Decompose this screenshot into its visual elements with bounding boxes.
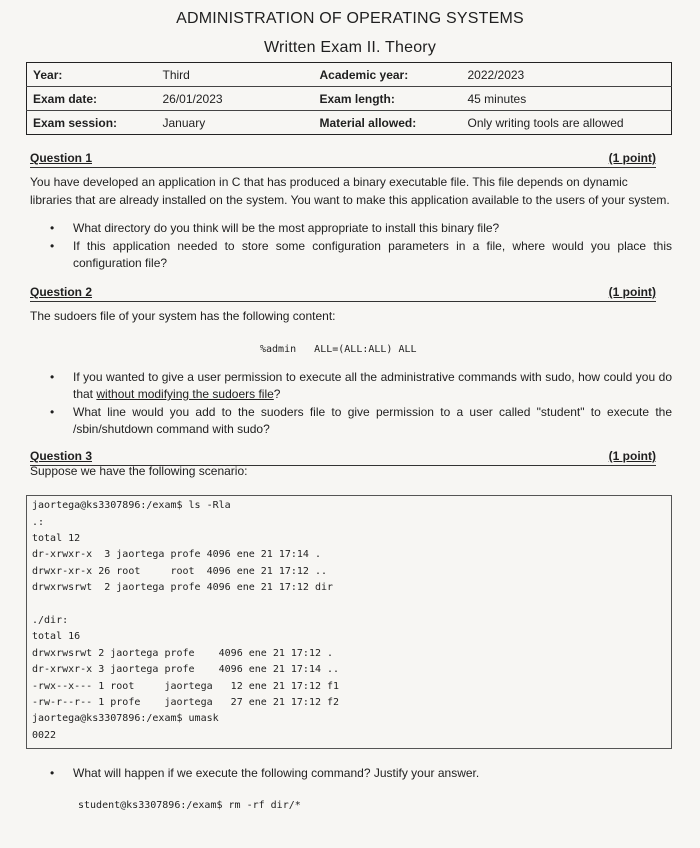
exam-date-value: 26/01/2023 <box>157 87 314 111</box>
exam-session-value: January <box>162 115 206 130</box>
academic-year-label: Academic year: <box>314 63 462 87</box>
question-3-bullets <box>50 765 672 783</box>
rm-command: student@ks3307896:/exam$ rm -rf dir/* <box>78 800 301 811</box>
terminal-line: drwxrwsrwt 2 jaortega profe 4096 ene 21 17:12 . <box>32 648 334 659</box>
academic-year-value: 2022/2023 <box>462 63 672 87</box>
sudoers-line: %admin ALL=(ALL:ALL) ALL <box>260 344 417 355</box>
question-2-title: Question 2 <box>30 285 93 299</box>
terminal-line: -rwx--x--- 1 root jaortega 12 ene 21 17:12 f1 <box>32 681 340 692</box>
question-2-header <box>30 285 656 302</box>
terminal-line: drwxrwsrwt 2 jaortega profe 4096 ene 21 17:12 dir <box>32 582 334 593</box>
year-label: Year: <box>27 63 157 87</box>
question-1-text: You have developed an application in C that has produced a binary executable file. This file depends on dynamic libraries that are already installed on the system. You want to make this application available to the users of your system. <box>30 175 670 207</box>
question-3-bullet-1: • What will happen if we execute the following command? Justify your answer. <box>50 765 672 782</box>
terminal-output <box>26 495 672 749</box>
exam-session-label: Exam session: <box>33 115 118 130</box>
exam-length-value: 45 minutes <box>462 87 672 111</box>
terminal-line: -rw-r--r-- 1 profe jaortega 27 ene 21 17:12 f2 <box>32 697 340 708</box>
question-2-points: (1 point) <box>608 285 656 299</box>
question-2-text: The sudoers file of your system has the following content: <box>30 309 336 323</box>
terminal-line: 0022 <box>32 730 57 741</box>
terminal-line: jaortega@ks3307896:/exam$ ls -Rla <box>32 500 231 511</box>
question-1-points: (1 point) <box>608 151 656 165</box>
terminal-line: ./dir: <box>32 615 69 626</box>
question-1-header <box>30 151 656 168</box>
question-2-bullet-2: • What line would you add to the suoders file to give permission to a user called "student" to execute the /sbin/shutdown command with sudo? <box>50 404 672 438</box>
terminal-line: dr-xrwxr-x 3 jaortega profe 4096 ene 21 17:14 .. <box>32 664 340 675</box>
terminal-line: dr-xrwxr-x 3 jaortega profe 4096 ene 21 17:14 . <box>32 549 321 560</box>
terminal-line: .: <box>32 517 45 528</box>
exam-title: ADMINISTRATION OF OPERATING SYSTEMS <box>176 10 524 27</box>
underlined-phrase: without modifying the sudoers file <box>96 387 274 401</box>
exam-length-label: Exam length: <box>314 87 462 111</box>
question-2-bullets <box>50 369 672 439</box>
terminal-line: jaortega@ks3307896:/exam$ umask <box>32 713 219 724</box>
question-3-title: Question 3 <box>30 449 93 463</box>
question-3-points: (1 point) <box>608 449 656 463</box>
material-value: Only writing tools are allowed <box>467 115 624 130</box>
exam-info-table <box>26 62 672 135</box>
material-label: Material allowed: <box>319 115 417 130</box>
exam-subtitle: Written Exam II. Theory <box>263 39 437 56</box>
terminal-line: total 16 <box>32 631 81 642</box>
terminal-line: drwxr-xr-x 26 root root 4096 ene 21 17:12 .. <box>32 566 328 577</box>
question-3-text: Suppose we have the following scenario: <box>30 464 248 478</box>
question-1-title: Question 1 <box>30 151 93 165</box>
question-1-bullet-2: • If this application needed to store some configuration parameters in a file, where would you place this configuration file? <box>50 238 672 272</box>
question-1-bullets <box>50 220 672 273</box>
question-1-bullet-1: • What directory do you think will be the most appropriate to install this binary file? <box>50 220 672 237</box>
exam-date-label: Exam date: <box>27 87 157 111</box>
year-value: Third <box>157 63 314 87</box>
terminal-line: total 12 <box>32 533 81 544</box>
question-2-bullet-1: • If you wanted to give a user permission to execute all the administrative commands with sudo, how could you do that without modifying the sudoers file? <box>50 369 672 403</box>
